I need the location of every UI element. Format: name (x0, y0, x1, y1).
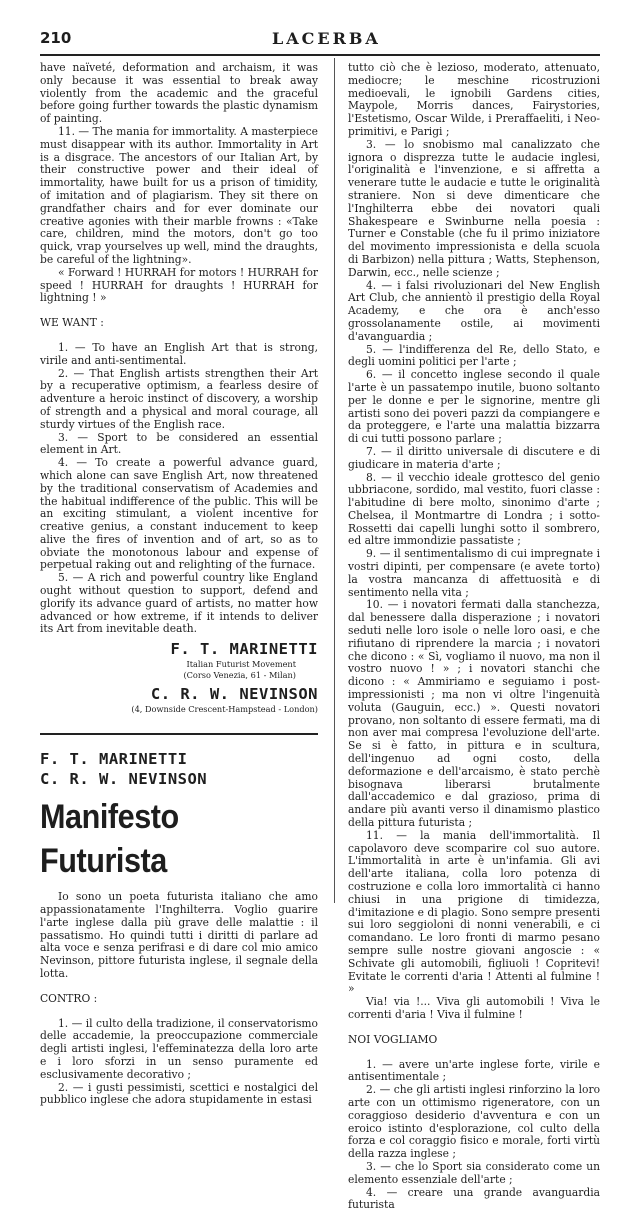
author-name: C. R. W. NEVINSON (40, 770, 208, 789)
list-item: 6. — il concetto inglese secondo il quale l'arte è un passatempo inutile, buono soltanto per le donne e per le signorine, mentre gli artisti sono dei poveri pazzi da compiangere e da proteggere, e l'arte una malattia bizzarra di cui tutti possono parlare ; (348, 368, 600, 446)
paragraph: 11. — The mania for immortality. A masterpiece must disappear with its author. Immortality in Art is a disgrace. The ancestors of our Italian Art, by their constructive power and their ideal of immortality, hawe built for us a prison of timidity, of imitation and of plagiarism. They sit there on grandfather chairs and for ever dominate our creative agonies with their marble frowns : «Take care, children, mind the motors, don't go too quick, vrap yourselves up well, mind the draughts, be careful of the lightning». (40, 124, 318, 266)
signature-name: C. R. W. NEVINSON (150, 685, 318, 704)
list-item: 3. — lo snobismo mal canalizzato che ignora o disprezza tutte le audacie inglesi, l'originalità e l'invenzione, e si affretta a venerare tutte le audacie e tutte le originalità straniere. Non si deve dimenticare che l'Inghilterra ebbe dei novatori quali Shakespeare e Swinburne nella poesia : Turner e Constable (che fu il primo iniziatore del movimento impressionista e della scuola di Barbizon) nella pittura ; Watts, Stephenson, Darwin, ecc., nelle scienze ; (348, 137, 600, 279)
right-column (348, 62, 600, 1212)
page-number: 210 (40, 29, 72, 47)
list-item: 5. — A rich and powerful country like England ought without question to support, defend and glorify its advance guard of artists, no matter how advanced or how extreme, if it intends to deliver its Art from inevitable death. (40, 571, 318, 636)
paragraph: have naïveté, deformation and archaism, it was only because it was essential to break away violently from the academic and the graceful before going further towards the plastic dynamism of painting. (40, 61, 318, 126)
section-divider (40, 733, 318, 735)
list-item: 3. — che lo Sport sia considerato come un elemento essenziale dell'arte ; (348, 1159, 600, 1186)
list-item: 3. — Sport to be considered an essential element in Art. (40, 430, 318, 457)
section-heading-contro: CONTRO : (40, 991, 98, 1005)
signature-name: F. T. MARINETTI (170, 640, 318, 659)
signature-address: (4, Downside Crescent-Hampstead - London) (131, 704, 318, 715)
signature-affiliation: Italian Futurist Movement (186, 659, 296, 670)
list-item: 8. — il vecchio ideale grottesco del genio ubbriacone, sordido, mal vestito, fuori classe : l'abitudine di bere molto, sinonimo d'arte ; Chelsea, il Montmartre di Londra ; i sotto-Rossetti dai capelli lunghi sotto il sombrero, ed altre immondizie passatiste ; (348, 470, 600, 548)
paragraph: « Forward ! HURRAH for motors ! HURRAH for speed ! HURRAH for draughts ! HURRAH for lightning ! » (40, 265, 318, 305)
list-item: 1. — To have an English Art that is strong, virile and anti-sentimental. (40, 340, 318, 367)
list-item: 5. — l'indifferenza del Re, dello Stato, e degli uomini politici per l'arte ; (348, 342, 600, 369)
list-item: 2. — che gli artisti inglesi rinforzino la loro arte con un ottimismo rigeneratore, con un coraggioso desiderio d'avventura e con un eroico istinto d'esplorazione, col culto della forza e col coraggio fisico e morale, forti virtù della razza inglese ; (348, 1083, 600, 1161)
list-item: 4. — creare una grande avanguardia futurista (348, 1185, 600, 1212)
paragraph: Via! via !... Viva gli automobili ! Viva le correnti d'aria ! Viva il fulmine ! (348, 995, 600, 1021)
author-name: F. T. MARINETTI (40, 750, 188, 769)
header-rule (40, 54, 600, 56)
list-item: 7. — il diritto universale di discutere e di giudicare in materia d'arte ; (348, 444, 600, 471)
page-header (40, 29, 600, 49)
list-item: 1. — il culto della tradizione, il conservatorismo delle accademie, la preoccupazione commerciale degli artisti inglesi, l'effeminatezza della loro arte e i loro sforzi in un senso puramente ed esclusivamente decorativo ; (40, 1016, 318, 1081)
manifesto-title: Manifesto Futurista (40, 798, 179, 881)
paragraph: tutto ciò che è lezioso, moderato, attenuato, mediocre; le meschine ricostruzioni medioevali, le ignobili Gardens cities, Maypole, Morris dances, Fairystories, l'Estetismo, Oscar Wilde, i Preraffaeliti, i Neo-primitivi, e Parigi ; (348, 61, 600, 138)
journal-title: LACERBA (272, 29, 381, 48)
list-item: 10. — i novatori fermati dalla stanchezza, dal benessere dalla disperazione ; i novatori seduti nelle loro isole o nelle loro oasi, e che rifiutano di riprendere la marcia ; i novatori che dicono : « Sì, vogliamo il nuovo, ma non il vostro nuovo ! » ; i novatori stanchi che dicono : « Ammiriamo e seguiamo i post-impressionisti ; ma non vi oltre l'ingenuità voluta (Gauguin, ecc.) ». Questi novatori provano, non soltanto di essere fermati, ma di non aver mai compresa l'evoluzione dell'arte. Se si è fatto, in pittura e in scultura, dell'ingenuo ad ogni costo, della deformazione e dell'arcaismo, è stato perchè bisognava liberarsi brutalmente dall'accademico e dal grazioso, prima di andare più avanti verso il dinamismo plastico della pittura futurista ; (348, 598, 600, 830)
list-item: 1. — avere un'arte inglese forte, virile e antisentimentale ; (348, 1057, 600, 1084)
list-item: 9. — il sentimentalismo di cui impregnate i vostri dipinti, per compensare (e avete torto) la vostra mancanza di affettuosità e di sentimento nella vita ; (348, 547, 600, 599)
list-item: 4. — To create a powerful advance guard, which alone can save English Art, now threatened by the traditional conservatism of Academies and the habitual indifference of the public. This will be an exciting stimulant, a violent incentive for creative genius, a constant inducement to keep alive the fires of invention and of art, so as to obviate the monotonous labour and expense of perpetual raking out and relighting of the furnace. (40, 456, 318, 572)
column-divider (334, 58, 335, 903)
signature-address: (Corso Venezia, 61 - Milan) (183, 670, 296, 681)
list-item: 4. — i falsi rivoluzionari del New English Art Club, che annientò il prestigio della Royal Academy, e che ora è anch'esso grossolanamente ostile, ai movimenti d'avanguardia ; (348, 278, 600, 343)
paragraph: Io sono un poeta futurista italiano che amo appassionatamente l'Inghilterra. Voglio guarire l'arte inglese dalla più grave delle malattie : il passatismo. Ho quindi tutti i diritti di parlare ad alta voce e senza perifrasi e di dare col mio amico Nevinson, pittore futurista inglese, il segnale della lotta. (40, 890, 318, 981)
left-column (40, 62, 318, 1107)
section-heading-we-want: WE WANT : (40, 316, 104, 330)
list-item: 11. — la mania dell'immortalità. Il capolavoro deve scomparire col suo autore. L'immortalità in arte è un'infamia. Gli avi dell'arte italiana, colla loro potenza di costruzione e colla loro immortalità ci hanno chiusi in una prigione di timidezza, d'imitazione e di plagio. Sono sempre presenti sui loro seggioloni di nonni venerabili, e ci comandano. Le loro fronti di marmo pesano sempre sulle nostre giovani angoscie : « Schivate gli automobili, figliuoli ! Copritevi! Evitate le correnti d'aria ! Attenti al fulmine ! » (348, 828, 600, 996)
list-item: 2. — i gusti pessimisti, scettici e nostalgici del pubblico inglese che adora stupidamente in estasi (40, 1080, 318, 1107)
section-heading-noi-vogliamo: NOI VOGLIAMO (348, 1032, 438, 1046)
list-item: 2. — That English artists strengthen their Art by a recuperative optimism, a fearless desire of adventure a heroic instinct of discovery, a worship of strength and a physical and moral courage, all sturdy virtues of the English race. (40, 366, 318, 431)
